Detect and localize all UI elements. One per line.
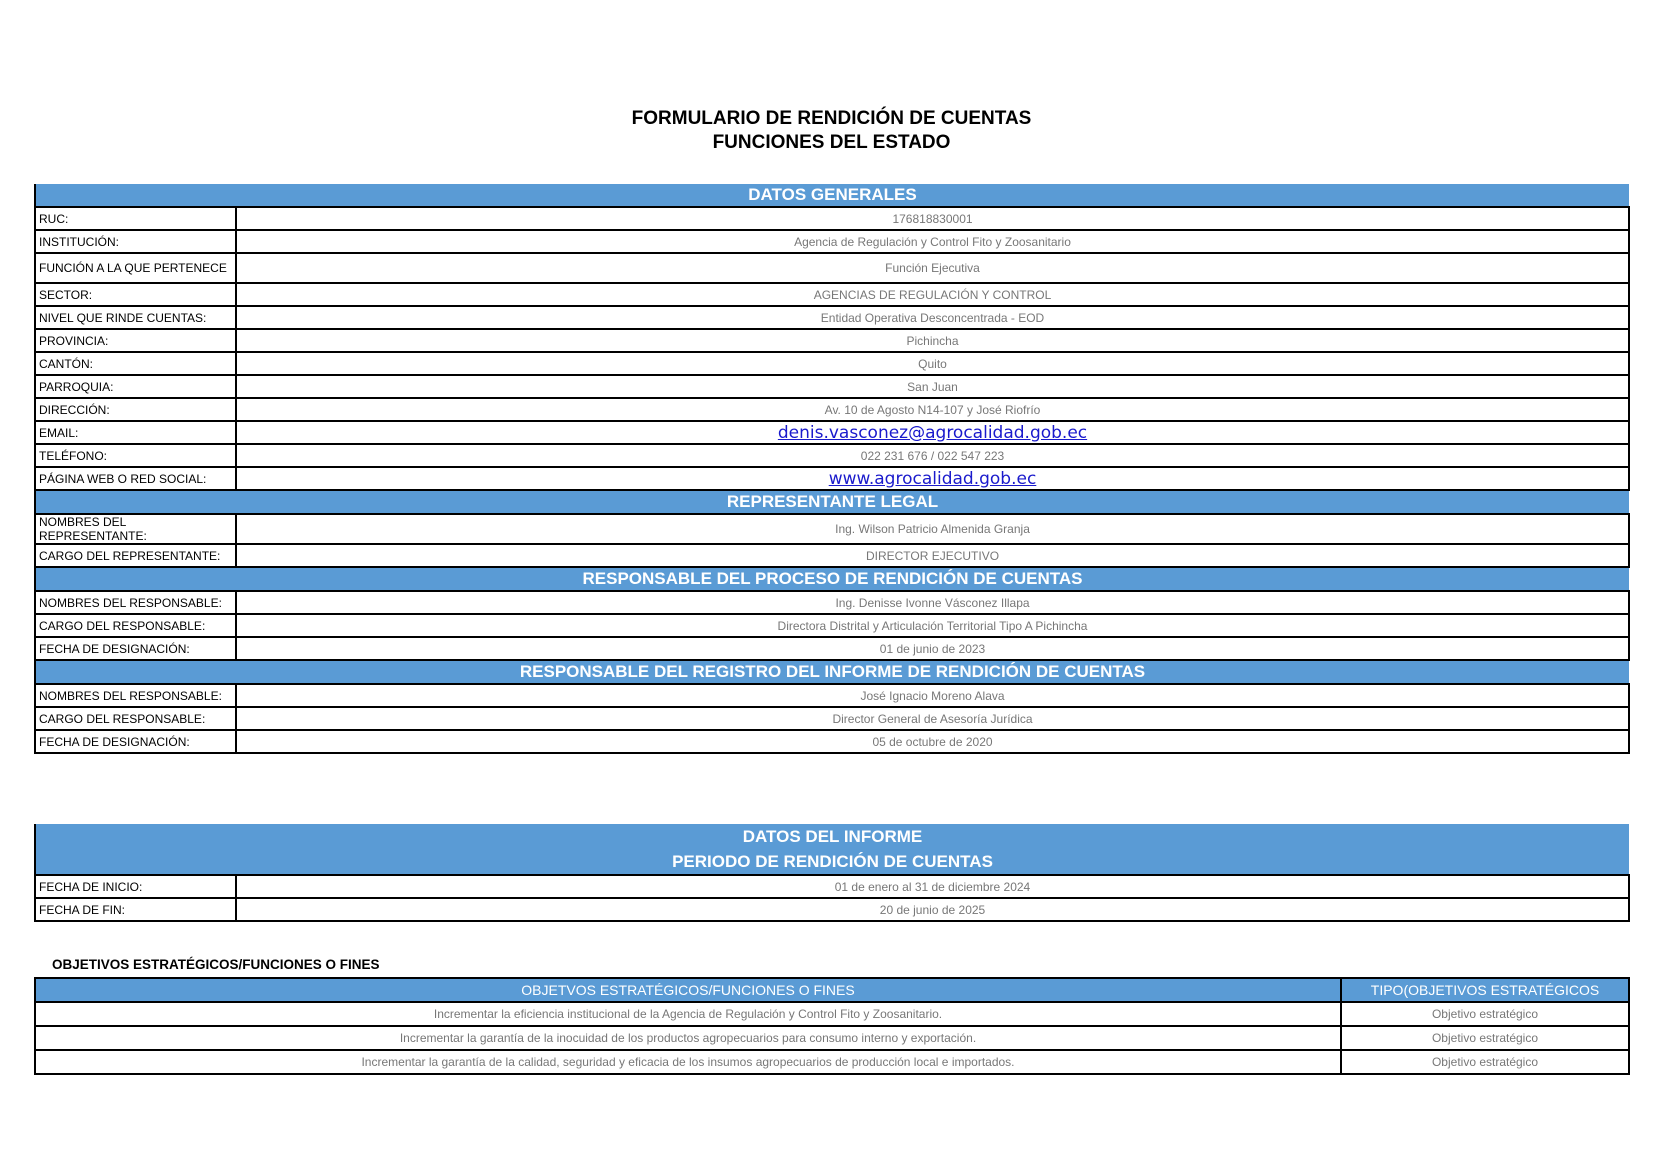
row-value: Director General de Asesoría Jurídica bbox=[236, 707, 1629, 730]
row-label: SECTOR: bbox=[35, 283, 236, 306]
row-value: 01 de junio de 2023 bbox=[236, 637, 1629, 660]
objective-type: Objetivo estratégico bbox=[1341, 1026, 1629, 1050]
section-header-datos-generales bbox=[35, 184, 1629, 207]
table-row bbox=[35, 306, 1629, 329]
row-label: NOMBRES DEL REPRESENTANTE: bbox=[35, 514, 236, 544]
row-value: Ing. Wilson Patricio Almenida Granja bbox=[236, 514, 1629, 544]
table-row bbox=[35, 207, 1629, 230]
row-value: Pichincha bbox=[236, 329, 1629, 352]
type-col-header: TIPO(OBJETIVOS ESTRATÉGICOS bbox=[1341, 978, 1629, 1002]
row-value: DIRECTOR EJECUTIVO bbox=[236, 544, 1629, 567]
table-row bbox=[35, 898, 1629, 921]
general-data-table bbox=[34, 184, 1630, 754]
table-row bbox=[35, 253, 1629, 283]
table-row bbox=[35, 467, 1629, 490]
objectives-section-title: OBJETIVOS ESTRATÉGICOS/FUNCIONES O FINES bbox=[52, 957, 380, 972]
table-row bbox=[35, 230, 1629, 253]
form-subtitle: FUNCIONES DEL ESTADO bbox=[712, 132, 951, 153]
row-label: DIRECCIÓN: bbox=[35, 398, 236, 421]
table-row bbox=[35, 730, 1629, 753]
row-value: Agencia de Regulación y Control Fito y Zoosanitario bbox=[236, 230, 1629, 253]
row-label: NIVEL QUE RINDE CUENTAS: bbox=[35, 306, 236, 329]
objectives-col-header: OBJETVOS ESTRATÉGICOS/FUNCIONES O FINES bbox=[35, 978, 1341, 1002]
row-label: INSTITUCIÓN: bbox=[35, 230, 236, 253]
row-value: 176818830001 bbox=[236, 207, 1629, 230]
table-row bbox=[35, 591, 1629, 614]
section-header-label bbox=[35, 824, 1629, 875]
row-value: 20 de junio de 2025 bbox=[236, 898, 1629, 921]
email-link[interactable]: denis.vasconez@agrocalidad.gob.ec bbox=[236, 421, 1629, 444]
table-row bbox=[35, 398, 1629, 421]
section-header-datos-informe bbox=[35, 824, 1629, 875]
row-label: CARGO DEL REPRESENTANTE: bbox=[35, 544, 236, 567]
table-row bbox=[35, 352, 1629, 375]
row-value: 022 231 676 / 022 547 223 bbox=[236, 444, 1629, 467]
row-label: CARGO DEL RESPONSABLE: bbox=[35, 707, 236, 730]
section-header-responsable-proceso bbox=[35, 567, 1629, 591]
objective-type: Objetivo estratégico bbox=[1341, 1050, 1629, 1074]
row-value: Entidad Operativa Desconcentrada - EOD bbox=[236, 306, 1629, 329]
row-value: 05 de octubre de 2020 bbox=[236, 730, 1629, 753]
section-header-label: RESPONSABLE DEL REGISTRO DEL INFORME DE RENDICIÓN DE CUENTAS bbox=[35, 660, 1629, 684]
report-data-table bbox=[34, 824, 1630, 922]
objective-text: Incrementar la garantía de la inocuidad de los productos agropecuarios para consumo interno y exportación. bbox=[35, 1026, 1341, 1050]
row-label: FUNCIÓN A LA QUE PERTENECE bbox=[35, 253, 236, 283]
section-header-label: DATOS GENERALES bbox=[35, 184, 1629, 207]
table-row bbox=[35, 637, 1629, 660]
report-header-line2: PERIODO DE RENDICIÓN DE CUENTAS bbox=[672, 852, 993, 871]
objective-text: Incrementar la eficiencia institucional de la Agencia de Regulación y Control Fito y Zoosanitario. bbox=[35, 1002, 1341, 1026]
row-value: AGENCIAS DE REGULACIÓN Y CONTROL bbox=[236, 283, 1629, 306]
objectives-table bbox=[34, 977, 1630, 1075]
row-value: José Ignacio Moreno Alava bbox=[236, 684, 1629, 707]
row-label: TELÉFONO: bbox=[35, 444, 236, 467]
table-row bbox=[35, 875, 1629, 898]
table-row bbox=[35, 544, 1629, 567]
row-value: Quito bbox=[236, 352, 1629, 375]
row-label: PARROQUIA: bbox=[35, 375, 236, 398]
table-row bbox=[35, 283, 1629, 306]
table-row bbox=[35, 684, 1629, 707]
row-label: FECHA DE DESIGNACIÓN: bbox=[35, 637, 236, 660]
row-label: PROVINCIA: bbox=[35, 329, 236, 352]
table-row bbox=[35, 614, 1629, 637]
section-header-label: RESPONSABLE DEL PROCESO DE RENDICIÓN DE CUENTAS bbox=[35, 567, 1629, 591]
row-value: Directora Distrital y Articulación Territorial Tipo A Pichincha bbox=[236, 614, 1629, 637]
section-header-representante bbox=[35, 490, 1629, 514]
table-row bbox=[35, 444, 1629, 467]
row-value: Av. 10 de Agosto N14-107 y José Riofrío bbox=[236, 398, 1629, 421]
report-header-line1: DATOS DEL INFORME bbox=[742, 827, 923, 846]
table-row bbox=[35, 329, 1629, 352]
section-header-label: REPRESENTANTE LEGAL bbox=[35, 490, 1629, 514]
table-row bbox=[35, 421, 1629, 444]
row-value: San Juan bbox=[236, 375, 1629, 398]
row-label: NOMBRES DEL RESPONSABLE: bbox=[35, 591, 236, 614]
row-label: FECHA DE INICIO: bbox=[35, 875, 236, 898]
row-label: NOMBRES DEL RESPONSABLE: bbox=[35, 684, 236, 707]
row-label: PÁGINA WEB O RED SOCIAL: bbox=[35, 467, 236, 490]
row-label: EMAIL: bbox=[35, 421, 236, 444]
row-label: FECHA DE DESIGNACIÓN: bbox=[35, 730, 236, 753]
table-row bbox=[35, 1050, 1629, 1074]
table-row bbox=[35, 707, 1629, 730]
table-row bbox=[35, 1002, 1629, 1026]
section-header-responsable-registro bbox=[35, 660, 1629, 684]
row-value: Función Ejecutiva bbox=[236, 253, 1629, 283]
row-label: CANTÓN: bbox=[35, 352, 236, 375]
row-label: FECHA DE FIN: bbox=[35, 898, 236, 921]
table-row bbox=[35, 1026, 1629, 1050]
table-row bbox=[35, 514, 1629, 544]
objective-text: Incrementar la garantía de la calidad, seguridad y eficacia de los insumos agropecuarios de producción local e importados. bbox=[35, 1050, 1341, 1074]
row-value: Ing. Denisse Ivonne Vásconez Illapa bbox=[236, 591, 1629, 614]
row-value: 01 de enero al 31 de diciembre 2024 bbox=[236, 875, 1629, 898]
objectives-header-row bbox=[35, 978, 1629, 1002]
objective-type: Objetivo estratégico bbox=[1341, 1002, 1629, 1026]
row-label: CARGO DEL RESPONSABLE: bbox=[35, 614, 236, 637]
form-title: FORMULARIO DE RENDICIÓN DE CUENTAS bbox=[631, 108, 1032, 129]
website-link[interactable]: www.agrocalidad.gob.ec bbox=[236, 467, 1629, 490]
table-row bbox=[35, 375, 1629, 398]
row-label: RUC: bbox=[35, 207, 236, 230]
